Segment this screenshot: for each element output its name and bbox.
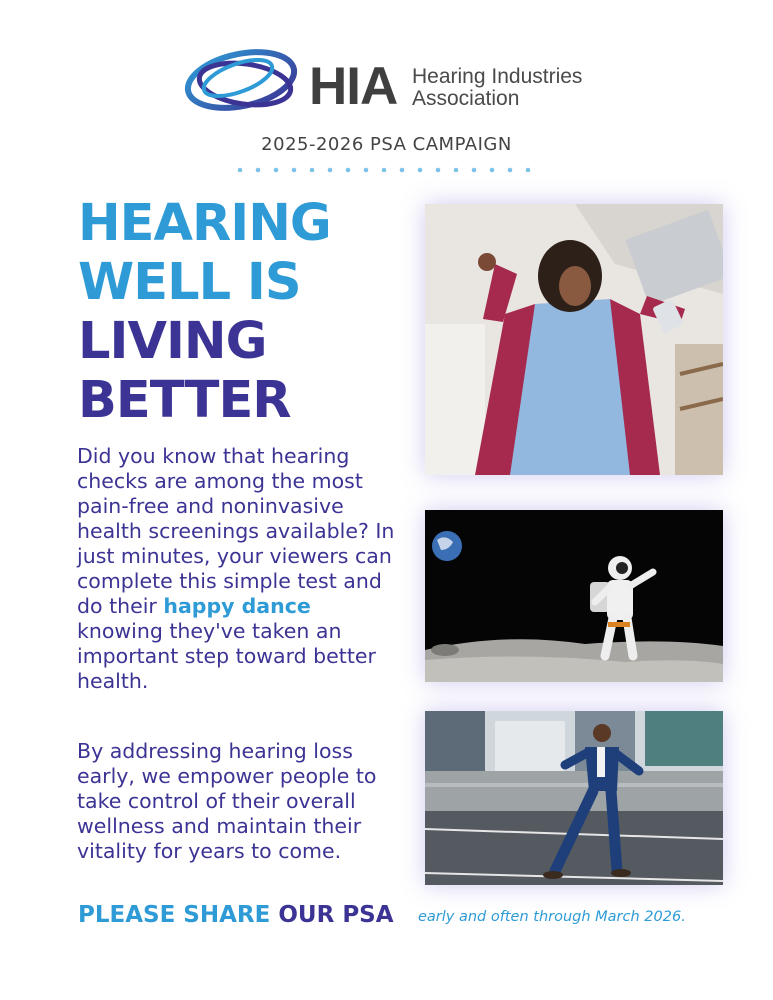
- share-call-to-action: [78, 902, 394, 928]
- photo-woman-dancing: [425, 204, 723, 475]
- share-text-part-1: PLEASE SHARE: [78, 902, 271, 928]
- headline: [78, 194, 331, 430]
- logo-name-line1: Hearing Industries: [412, 65, 583, 88]
- body-paragraph-2: By addressing hearing loss early, we empower people to take control of their overall wellness and maintain their vitality for years to come.: [77, 739, 377, 863]
- p1-text-start: Did you know that hearing checks are among the most pain-free and noninvasive health screenings available? In just minutes, your viewers can complete this simple test and do their: [77, 444, 395, 618]
- dotted-divider: [236, 166, 538, 174]
- p1-text-end: knowing they've taken an important step toward better health.: [77, 619, 376, 693]
- share-tagline: early and often through March 2026.: [418, 909, 686, 925]
- photo-astronaut-moon: [425, 510, 723, 682]
- logo-organization-name: [412, 66, 582, 110]
- body-paragraph-1: [77, 444, 397, 694]
- headline-line-2: WELL IS: [78, 253, 301, 312]
- headline-line-4: BETTER: [78, 371, 291, 430]
- campaign-title: 2025-2026 PSA CAMPAIGN: [261, 134, 512, 155]
- logo-abbreviation: HIA: [309, 57, 398, 116]
- headline-line-1: HEARING: [78, 194, 331, 253]
- hia-logo-rings: [183, 40, 303, 122]
- photo-man-dancing: [425, 711, 723, 885]
- logo-name-line2: Association: [412, 87, 520, 110]
- share-text-part-2: OUR PSA: [278, 902, 394, 928]
- headline-line-3: LIVING: [78, 312, 267, 371]
- happy-dance-highlight: happy dance: [163, 594, 311, 618]
